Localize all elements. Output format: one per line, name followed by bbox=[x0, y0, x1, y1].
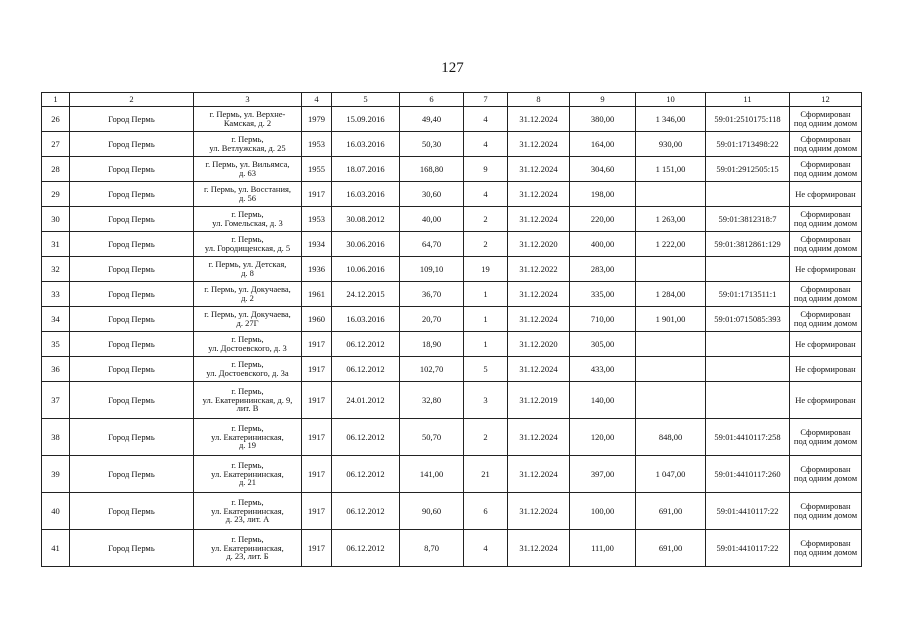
address-cell-line: д. 8 bbox=[241, 268, 254, 278]
area-cell: 30,60 bbox=[400, 182, 464, 207]
address-cell-line: ул. Городищенская, д. 5 bbox=[204, 243, 291, 253]
area-cell: 102,70 bbox=[400, 357, 464, 382]
year-built-cell: 1917 bbox=[302, 382, 332, 419]
municipality-cell: Город Пермь bbox=[70, 456, 194, 493]
address-cell bbox=[194, 332, 302, 357]
cadastral-number-cell: 59:01:4410117:260 bbox=[706, 456, 790, 493]
land-status-cell-line: Не сформирован bbox=[795, 363, 856, 374]
address-cell-line: г. Пермь, ул. Докучаева, bbox=[204, 309, 291, 320]
municipality-cell: Город Пермь bbox=[70, 332, 194, 357]
emergency-date-cell: 15.09.2016 bbox=[332, 107, 400, 132]
land-status-cell-line: под одним домом bbox=[793, 318, 858, 328]
residents-count-cell: 4 bbox=[464, 107, 508, 132]
row-number: 35 bbox=[42, 332, 70, 357]
value-col9-cell: 335,00 bbox=[570, 282, 636, 307]
row-number: 28 bbox=[42, 157, 70, 182]
planned-date-cell: 31.12.2024 bbox=[508, 419, 570, 456]
municipality-cell: Город Пермь bbox=[70, 493, 194, 530]
residents-count-cell: 4 bbox=[464, 530, 508, 567]
emergency-date-cell: 06.12.2012 bbox=[332, 332, 400, 357]
table-row bbox=[42, 182, 862, 207]
residents-count-cell: 4 bbox=[464, 132, 508, 157]
land-status-cell bbox=[790, 357, 862, 382]
address-cell-line: ул. Екатерининская, bbox=[211, 431, 284, 442]
land-status-cell-line: Не сформирован bbox=[795, 188, 856, 199]
year-built-cell: 1960 bbox=[302, 307, 332, 332]
row-number: 29 bbox=[42, 182, 70, 207]
municipality-cell: Город Пермь bbox=[70, 307, 194, 332]
value-col9-cell: 305,00 bbox=[570, 332, 636, 357]
land-status-cell-line: Сформирован bbox=[800, 209, 851, 220]
row-number: 37 bbox=[42, 382, 70, 419]
value-col9-cell: 120,00 bbox=[570, 419, 636, 456]
land-status-cell bbox=[790, 307, 862, 332]
address-cell-line: лит. В bbox=[236, 403, 259, 414]
municipality-cell: Город Пермь bbox=[70, 382, 194, 419]
emergency-date-cell: 16.03.2016 bbox=[332, 307, 400, 332]
address-cell bbox=[194, 207, 302, 232]
area-cell: 8,70 bbox=[400, 530, 464, 567]
planned-date-cell: 31.12.2024 bbox=[508, 207, 570, 232]
table-row bbox=[42, 382, 862, 419]
column-header: 1 bbox=[42, 93, 70, 107]
column-header: 4 bbox=[302, 93, 332, 107]
address-cell bbox=[194, 419, 302, 456]
value-col10-cell: 1 284,00 bbox=[636, 282, 706, 307]
row-number: 41 bbox=[42, 530, 70, 567]
table-row bbox=[42, 207, 862, 232]
row-number: 40 bbox=[42, 493, 70, 530]
address-cell bbox=[194, 456, 302, 493]
value-col9-cell: 111,00 bbox=[570, 530, 636, 567]
cadastral-number-cell: 59:01:3812318:7 bbox=[706, 207, 790, 232]
register-table bbox=[41, 92, 862, 567]
year-built-cell: 1936 bbox=[302, 257, 332, 282]
planned-date-cell: 31.12.2024 bbox=[508, 182, 570, 207]
table-row bbox=[42, 530, 862, 567]
table-body bbox=[42, 93, 862, 567]
residents-count-cell: 6 bbox=[464, 493, 508, 530]
table-row bbox=[42, 132, 862, 157]
address-cell-line: г. Пермь, ул. Верхне- bbox=[209, 109, 286, 120]
address-cell-line: д. 21 bbox=[238, 477, 257, 488]
column-header: 7 bbox=[464, 93, 508, 107]
municipality-cell: Город Пермь bbox=[70, 182, 194, 207]
residents-count-cell: 21 bbox=[464, 456, 508, 493]
area-cell: 141,00 bbox=[400, 456, 464, 493]
land-status-cell-line: Сформирован bbox=[800, 538, 851, 549]
cadastral-number-cell bbox=[706, 357, 790, 382]
value-col10-cell: 691,00 bbox=[636, 530, 706, 567]
land-status-cell-line: под одним домом bbox=[793, 510, 858, 520]
row-number: 34 bbox=[42, 307, 70, 332]
year-built-cell: 1955 bbox=[302, 157, 332, 182]
planned-date-cell: 31.12.2024 bbox=[508, 307, 570, 332]
land-status-cell-line: Сформирован bbox=[800, 159, 851, 170]
municipality-cell: Город Пермь bbox=[70, 419, 194, 456]
residents-count-cell: 2 bbox=[464, 419, 508, 456]
table-row bbox=[42, 357, 862, 382]
address-cell-line: г. Пермь, ул. Вильямса, bbox=[205, 159, 290, 170]
land-status-cell-line: Сформирован bbox=[800, 427, 851, 438]
land-status-cell-line: под одним домом bbox=[793, 243, 858, 253]
value-col10-cell bbox=[636, 382, 706, 419]
municipality-cell: Город Пермь bbox=[70, 207, 194, 232]
address-cell-line: ул. Ветлужская, д. 25 bbox=[209, 143, 286, 153]
address-cell bbox=[194, 357, 302, 382]
cadastral-number-cell: 59:01:0715085:393 bbox=[706, 307, 790, 332]
land-status-cell-line: Сформирован bbox=[800, 109, 851, 120]
address-cell-line: д. 2 bbox=[241, 293, 254, 303]
address-cell-line: г. Пермь, bbox=[231, 385, 264, 396]
column-header: 5 bbox=[332, 93, 400, 107]
address-cell-line: г. Пермь, bbox=[231, 359, 264, 370]
municipality-cell: Город Пермь bbox=[70, 282, 194, 307]
year-built-cell: 1917 bbox=[302, 456, 332, 493]
row-number: 32 bbox=[42, 257, 70, 282]
address-cell-line: г. Пермь, bbox=[231, 422, 264, 433]
municipality-cell: Город Пермь bbox=[70, 257, 194, 282]
land-status-cell-line: под одним домом bbox=[793, 118, 858, 128]
value-col9-cell: 710,00 bbox=[570, 307, 636, 332]
land-status-cell bbox=[790, 282, 862, 307]
land-status-cell bbox=[790, 493, 862, 530]
emergency-date-cell: 10.06.2016 bbox=[332, 257, 400, 282]
cadastral-number-cell: 59:01:1713511:1 bbox=[706, 282, 790, 307]
value-col10-cell bbox=[636, 257, 706, 282]
land-status-cell-line: под одним домом bbox=[793, 436, 858, 446]
value-col9-cell: 304,60 bbox=[570, 157, 636, 182]
column-header: 10 bbox=[636, 93, 706, 107]
residents-count-cell: 2 bbox=[464, 232, 508, 257]
year-built-cell: 1917 bbox=[302, 530, 332, 567]
area-cell: 50,70 bbox=[400, 419, 464, 456]
land-status-cell-line: под одним домом bbox=[793, 547, 858, 557]
planned-date-cell: 31.12.2024 bbox=[508, 456, 570, 493]
address-cell-line: ул. Екатерининская, bbox=[211, 505, 284, 516]
table-row bbox=[42, 107, 862, 132]
year-built-cell: 1979 bbox=[302, 107, 332, 132]
row-number: 36 bbox=[42, 357, 70, 382]
value-col10-cell: 848,00 bbox=[636, 419, 706, 456]
address-cell bbox=[194, 107, 302, 132]
area-cell: 64,70 bbox=[400, 232, 464, 257]
address-cell-line: д. 63 bbox=[238, 168, 257, 178]
emergency-date-cell: 30.06.2016 bbox=[332, 232, 400, 257]
value-col9-cell: 433,00 bbox=[570, 357, 636, 382]
land-status-cell-line: Сформирован bbox=[800, 284, 851, 295]
emergency-date-cell: 06.12.2012 bbox=[332, 357, 400, 382]
residents-count-cell: 1 bbox=[464, 307, 508, 332]
address-cell-line: д. 27Г bbox=[236, 318, 259, 328]
address-cell-line: г. Пермь, ул. Докучаева, bbox=[204, 284, 291, 295]
address-cell-line: г. Пермь, bbox=[231, 496, 264, 507]
land-status-cell-line: под одним домом bbox=[793, 473, 858, 483]
column-header: 11 bbox=[706, 93, 790, 107]
land-status-cell bbox=[790, 257, 862, 282]
address-cell-line: д. 23, лит. А bbox=[225, 514, 270, 525]
cadastral-number-cell bbox=[706, 182, 790, 207]
planned-date-cell: 31.12.2024 bbox=[508, 493, 570, 530]
address-cell-line: ул. Екатерининская, bbox=[211, 542, 284, 553]
residents-count-cell: 5 bbox=[464, 357, 508, 382]
land-status-cell bbox=[790, 182, 862, 207]
value-col10-cell: 1 047,00 bbox=[636, 456, 706, 493]
address-cell-line: ул. Гомельская, д. 3 bbox=[212, 218, 283, 228]
land-status-cell-line: Сформирован bbox=[800, 309, 851, 320]
address-cell-line: д. 19 bbox=[238, 440, 257, 451]
row-number: 38 bbox=[42, 419, 70, 456]
land-status-cell bbox=[790, 332, 862, 357]
residents-count-cell: 3 bbox=[464, 382, 508, 419]
residents-count-cell: 1 bbox=[464, 332, 508, 357]
value-col9-cell: 164,00 bbox=[570, 132, 636, 157]
table-row bbox=[42, 307, 862, 332]
value-col9-cell: 140,00 bbox=[570, 382, 636, 419]
year-built-cell: 1961 bbox=[302, 282, 332, 307]
cadastral-number-cell: 59:01:4410117:22 bbox=[706, 493, 790, 530]
area-cell: 90,60 bbox=[400, 493, 464, 530]
column-header: 9 bbox=[570, 93, 636, 107]
cadastral-number-cell: 59:01:4410117:258 bbox=[706, 419, 790, 456]
land-status-cell-line: Сформирован bbox=[800, 501, 851, 512]
year-built-cell: 1917 bbox=[302, 493, 332, 530]
municipality-cell: Город Пермь bbox=[70, 232, 194, 257]
address-cell-line: д. 23, лит. Б bbox=[226, 551, 269, 562]
land-status-cell bbox=[790, 132, 862, 157]
value-col10-cell bbox=[636, 357, 706, 382]
address-cell bbox=[194, 282, 302, 307]
year-built-cell: 1953 bbox=[302, 132, 332, 157]
cadastral-number-cell bbox=[706, 257, 790, 282]
area-cell: 20,70 bbox=[400, 307, 464, 332]
column-header: 3 bbox=[194, 93, 302, 107]
year-built-cell: 1917 bbox=[302, 182, 332, 207]
value-col9-cell: 400,00 bbox=[570, 232, 636, 257]
residents-count-cell: 4 bbox=[464, 182, 508, 207]
emergency-date-cell: 24.01.2012 bbox=[332, 382, 400, 419]
header-row bbox=[42, 93, 862, 107]
row-number: 30 bbox=[42, 207, 70, 232]
column-header: 8 bbox=[508, 93, 570, 107]
table-row bbox=[42, 332, 862, 357]
address-cell-line: г. Пермь, ул. Детская, bbox=[208, 259, 287, 270]
land-status-cell bbox=[790, 232, 862, 257]
planned-date-cell: 31.12.2024 bbox=[508, 157, 570, 182]
emergency-date-cell: 16.03.2016 bbox=[332, 132, 400, 157]
year-built-cell: 1953 bbox=[302, 207, 332, 232]
cadastral-number-cell: 59:01:2510175:118 bbox=[706, 107, 790, 132]
residents-count-cell: 1 bbox=[464, 282, 508, 307]
area-cell: 18,90 bbox=[400, 332, 464, 357]
land-status-cell-line: Не сформирован bbox=[795, 338, 856, 349]
value-col10-cell: 1 222,00 bbox=[636, 232, 706, 257]
residents-count-cell: 2 bbox=[464, 207, 508, 232]
area-cell: 40,00 bbox=[400, 207, 464, 232]
cadastral-number-cell: 59:01:1713498:22 bbox=[706, 132, 790, 157]
land-status-cell bbox=[790, 419, 862, 456]
municipality-cell: Город Пермь bbox=[70, 530, 194, 567]
value-col9-cell: 397,00 bbox=[570, 456, 636, 493]
value-col9-cell: 100,00 bbox=[570, 493, 636, 530]
residents-count-cell: 19 bbox=[464, 257, 508, 282]
cadastral-number-cell bbox=[706, 332, 790, 357]
year-built-cell: 1917 bbox=[302, 357, 332, 382]
emergency-date-cell: 16.03.2016 bbox=[332, 182, 400, 207]
land-status-cell-line: под одним домом bbox=[793, 218, 858, 228]
land-status-cell-line: под одним домом bbox=[793, 143, 858, 153]
address-cell bbox=[194, 232, 302, 257]
land-status-cell bbox=[790, 207, 862, 232]
address-cell bbox=[194, 493, 302, 530]
emergency-date-cell: 18.07.2016 bbox=[332, 157, 400, 182]
land-status-cell-line: Не сформирован bbox=[795, 263, 856, 274]
emergency-date-cell: 06.12.2012 bbox=[332, 530, 400, 567]
cadastral-number-cell: 59:01:2912505:15 bbox=[706, 157, 790, 182]
address-cell bbox=[194, 132, 302, 157]
land-status-cell-line: Не сформирован bbox=[795, 394, 856, 405]
address-cell bbox=[194, 257, 302, 282]
land-status-cell-line: Сформирован bbox=[800, 134, 851, 145]
column-header: 12 bbox=[790, 93, 862, 107]
land-status-cell bbox=[790, 382, 862, 419]
value-col10-cell: 930,00 bbox=[636, 132, 706, 157]
planned-date-cell: 31.12.2022 bbox=[508, 257, 570, 282]
table-row bbox=[42, 456, 862, 493]
column-header: 6 bbox=[400, 93, 464, 107]
value-col9-cell: 220,00 bbox=[570, 207, 636, 232]
value-col9-cell: 198,00 bbox=[570, 182, 636, 207]
value-col10-cell: 1 346,00 bbox=[636, 107, 706, 132]
row-number: 26 bbox=[42, 107, 70, 132]
table-row bbox=[42, 257, 862, 282]
planned-date-cell: 31.12.2024 bbox=[508, 530, 570, 567]
value-col9-cell: 380,00 bbox=[570, 107, 636, 132]
land-status-cell-line: Сформирован bbox=[800, 464, 851, 475]
address-cell-line: ул. Екатерининская, д. 9, bbox=[202, 394, 293, 405]
table-row bbox=[42, 232, 862, 257]
land-status-cell-line: под одним домом bbox=[793, 168, 858, 178]
column-header: 2 bbox=[70, 93, 194, 107]
address-cell-line: г. Пермь, bbox=[231, 533, 264, 544]
land-status-cell bbox=[790, 456, 862, 493]
emergency-date-cell: 30.08.2012 bbox=[332, 207, 400, 232]
table-row bbox=[42, 493, 862, 530]
cadastral-number-cell bbox=[706, 382, 790, 419]
year-built-cell: 1917 bbox=[302, 419, 332, 456]
year-built-cell: 1917 bbox=[302, 332, 332, 357]
address-cell-line: Камская, д. 2 bbox=[223, 118, 272, 128]
planned-date-cell: 31.12.2019 bbox=[508, 382, 570, 419]
area-cell: 50,30 bbox=[400, 132, 464, 157]
planned-date-cell: 31.12.2020 bbox=[508, 332, 570, 357]
land-status-cell bbox=[790, 157, 862, 182]
address-cell-line: г. Пермь, ул. Восстания, bbox=[203, 184, 292, 195]
land-status-cell-line: под одним домом bbox=[793, 293, 858, 303]
land-status-cell bbox=[790, 530, 862, 567]
year-built-cell: 1934 bbox=[302, 232, 332, 257]
address-cell-line: ул. Достоевского, д. 3 bbox=[208, 343, 287, 353]
emergency-date-cell: 06.12.2012 bbox=[332, 456, 400, 493]
area-cell: 109,10 bbox=[400, 257, 464, 282]
municipality-cell: Город Пермь bbox=[70, 107, 194, 132]
address-cell-line: г. Пермь, bbox=[231, 334, 264, 345]
area-cell: 36,70 bbox=[400, 282, 464, 307]
address-cell bbox=[194, 382, 302, 419]
value-col9-cell: 283,00 bbox=[570, 257, 636, 282]
cadastral-number-cell: 59:01:4410117:22 bbox=[706, 530, 790, 567]
address-cell-line: ул. Достоевского, д. 3а bbox=[206, 368, 289, 378]
table-row bbox=[42, 419, 862, 456]
area-cell: 168,80 bbox=[400, 157, 464, 182]
address-cell-line: г. Пермь, bbox=[231, 459, 264, 470]
table-row bbox=[42, 282, 862, 307]
cadastral-number-cell: 59:01:3812861:129 bbox=[706, 232, 790, 257]
address-cell-line: г. Пермь, bbox=[231, 209, 264, 220]
municipality-cell: Город Пермь bbox=[70, 357, 194, 382]
address-cell bbox=[194, 157, 302, 182]
row-number: 33 bbox=[42, 282, 70, 307]
emergency-date-cell: 24.12.2015 bbox=[332, 282, 400, 307]
planned-date-cell: 31.12.2024 bbox=[508, 282, 570, 307]
planned-date-cell: 31.12.2024 bbox=[508, 132, 570, 157]
address-cell-line: г. Пермь, bbox=[231, 134, 264, 145]
address-cell bbox=[194, 530, 302, 567]
area-cell: 49,40 bbox=[400, 107, 464, 132]
row-number: 39 bbox=[42, 456, 70, 493]
row-number: 31 bbox=[42, 232, 70, 257]
emergency-date-cell: 06.12.2012 bbox=[332, 493, 400, 530]
municipality-cell: Город Пермь bbox=[70, 157, 194, 182]
municipality-cell: Город Пермь bbox=[70, 132, 194, 157]
table-row bbox=[42, 157, 862, 182]
address-cell-line: д. 56 bbox=[238, 193, 257, 203]
residents-count-cell: 9 bbox=[464, 157, 508, 182]
value-col10-cell: 1 263,00 bbox=[636, 207, 706, 232]
address-cell-line: г. Пермь, bbox=[231, 234, 264, 245]
address-cell bbox=[194, 182, 302, 207]
planned-date-cell: 31.12.2024 bbox=[508, 357, 570, 382]
emergency-date-cell: 06.12.2012 bbox=[332, 419, 400, 456]
value-col10-cell: 691,00 bbox=[636, 493, 706, 530]
value-col10-cell: 1 901,00 bbox=[636, 307, 706, 332]
page-number: 127 bbox=[441, 60, 464, 76]
land-status-cell-line: Сформирован bbox=[800, 234, 851, 245]
land-status-cell bbox=[790, 107, 862, 132]
value-col10-cell: 1 151,00 bbox=[636, 157, 706, 182]
area-cell: 32,80 bbox=[400, 382, 464, 419]
address-cell-line: ул. Екатерининская, bbox=[211, 468, 284, 479]
value-col10-cell bbox=[636, 182, 706, 207]
row-number: 27 bbox=[42, 132, 70, 157]
value-col10-cell bbox=[636, 332, 706, 357]
planned-date-cell: 31.12.2020 bbox=[508, 232, 570, 257]
planned-date-cell: 31.12.2024 bbox=[508, 107, 570, 132]
address-cell bbox=[194, 307, 302, 332]
